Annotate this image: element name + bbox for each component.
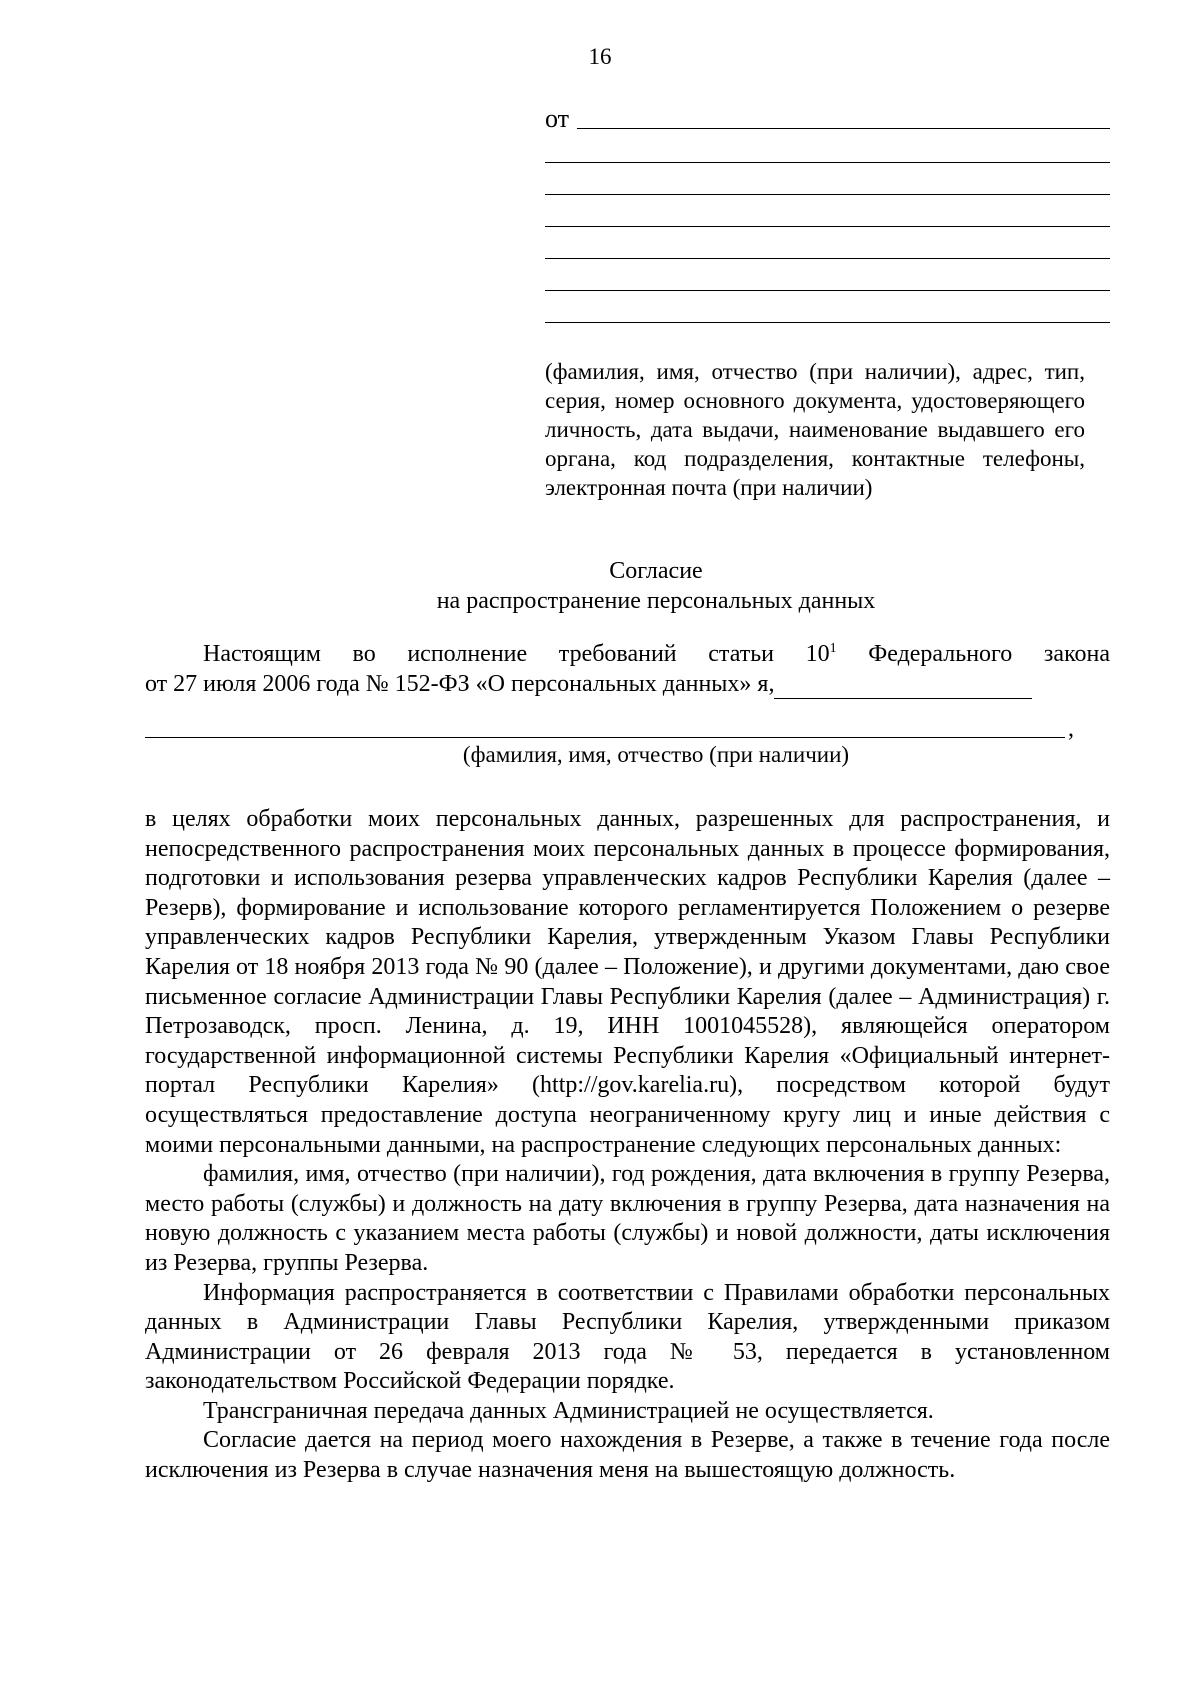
- name-hint: (фамилия, имя, отчество (при наличии): [462, 742, 850, 767]
- document-subtitle: на распространение персональных данных: [436, 588, 876, 614]
- article-superscript: 1: [829, 641, 837, 656]
- intro-text-before: Настоящим во исполнение требований статьи 10: [203, 641, 830, 667]
- paragraph-transborder: Трансграничная передача данных Администрацией не осуществляется.: [203, 1397, 934, 1424]
- sender-block: [545, 100, 1110, 132]
- blank-line[interactable]: [577, 128, 1110, 129]
- intro-text-after: Федерального закона: [836, 641, 1111, 667]
- intro-line-2: [145, 671, 1110, 699]
- blank-line[interactable]: [545, 194, 1110, 195]
- paragraph-rules: Информация распространяется в соответствии с Правилами обработки персональных данных в Администрации Главы Республики Карелия, утвержденными приказом Администрации от 26 февраля 2013 года № 53, передается в установленном законодательством Российской Федерации порядке.: [145, 1279, 1110, 1395]
- document-title: Согласие: [609, 558, 703, 584]
- paragraph-data-list: фамилия, имя, отчество (при наличии), год рождения, дата включения в группу Резерва, место работы (службы) и должность на дату включения в группу Резерва, дата назначения на новую должность с указанием места работы (службы) и новой должности, даты исключения из Резерва, группы Резерва.: [145, 1161, 1110, 1276]
- blank-line[interactable]: [545, 162, 1110, 163]
- intro-line-2-text: от 27 июля 2006 года № 152-ФЗ «О персональных данных» я,: [145, 671, 775, 697]
- blank-line[interactable]: [545, 258, 1110, 259]
- blank-line[interactable]: [545, 290, 1110, 291]
- page-number: 16: [588, 44, 612, 69]
- name-blank[interactable]: [774, 671, 1032, 699]
- from-label: от: [545, 104, 570, 133]
- from-row: [545, 100, 1110, 132]
- intro-line-1: [145, 641, 1110, 668]
- paragraph-period: Согласие дается на период моего нахождения в Резерве, а также в течение года после исключения из Резерва в случае назначения меня на вышестоящую должность.: [145, 1427, 1110, 1484]
- blank-line[interactable]: [545, 226, 1110, 227]
- sender-hint: (фамилия, имя, отчество (при наличии), адрес, тип, серия, номер основного документа, удостоверяющего личность, дата выдачи, наименование выдавшего его органа, код подразделения, контактные телефоны, электронная почта (при наличии): [545, 359, 1085, 500]
- body-text: [145, 805, 1110, 1486]
- name-line[interactable]: [145, 737, 1065, 738]
- comma: ,: [1068, 716, 1074, 742]
- blank-line[interactable]: [545, 322, 1110, 323]
- paragraph-purpose: в целях обработки моих персональных данных, разрешенных для распространения, и непосредственного распространения моих персональных данных в процессе формирования, подготовки и использования резерва управленческих кадров Республики Карелия (далее – Резерв), формирование и использование которого регламентируется Положением о резерве управленческих кадров Республики Карелия, утвержденным Указом Главы Республики Карелия от 18 ноября 2013 года № 90 (далее – Положение), и другими документами, даю свое письменное согласие Администрации Главы Республики Карелия (далее – Администрация) г. Петрозаводск, просп. Ленина, д. 19, ИНН 1001045528), являющейся оператором государственной информационной системы Республики Карелия «Официальный интернет-портал Республики Карелия» (http://gov.karelia.ru), посредством которой будут осуществляться предоставление доступа неограниченному кругу лиц и иные действия с моими персональными данными, на распространение следующих персональных данных:: [145, 806, 1110, 1158]
